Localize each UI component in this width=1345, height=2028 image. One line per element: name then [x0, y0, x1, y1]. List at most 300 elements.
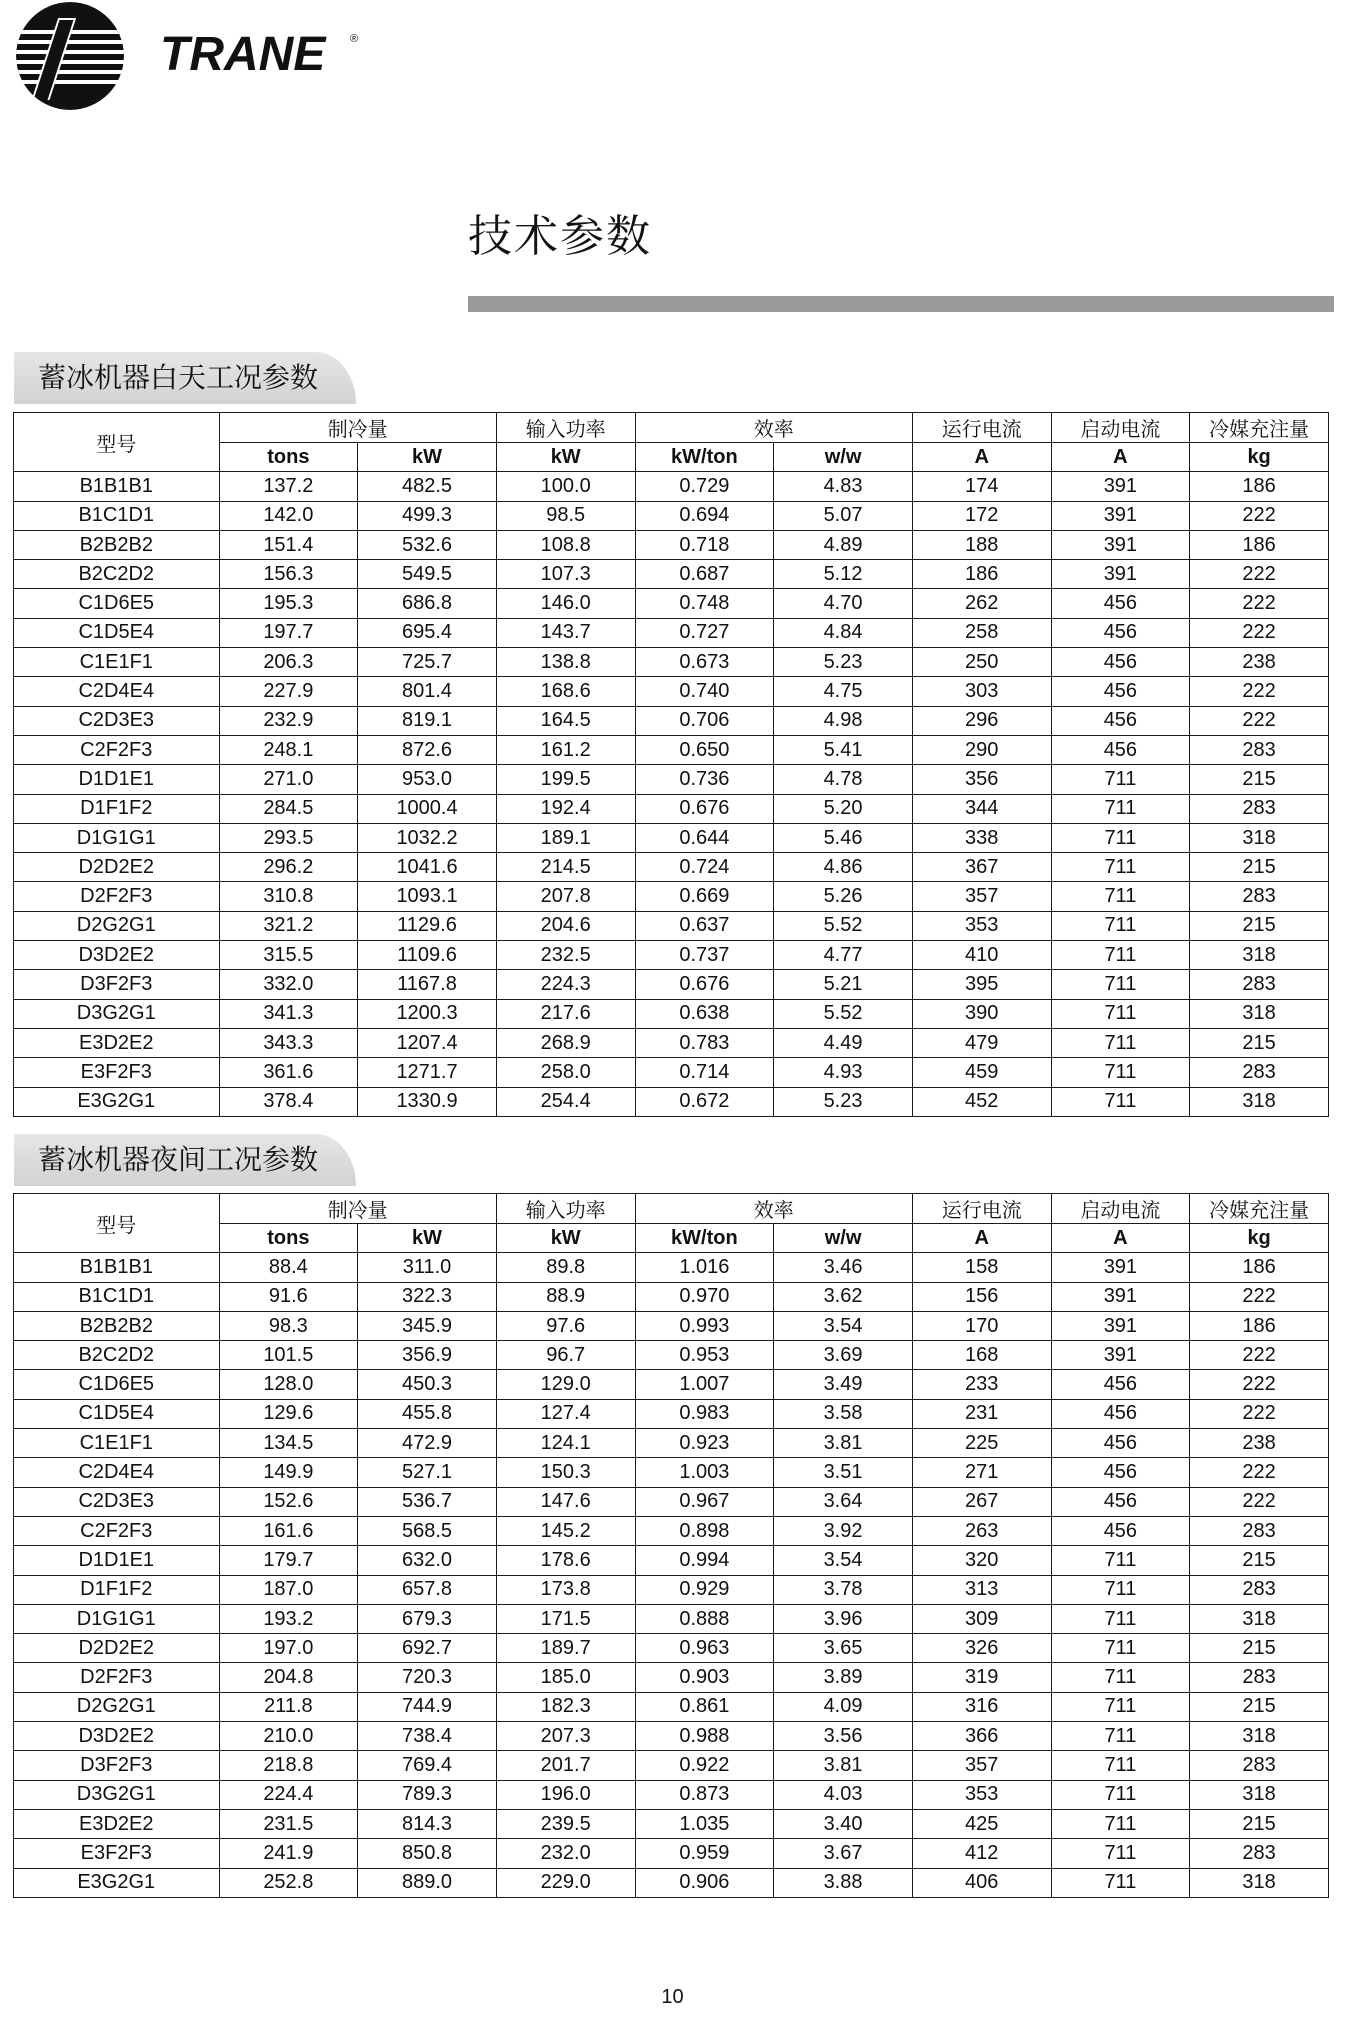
- value-cell: 222: [1190, 1282, 1329, 1311]
- value-cell: 283: [1190, 735, 1329, 764]
- value-cell: 472.9: [358, 1429, 497, 1458]
- table-row: [14, 1253, 1329, 1282]
- unit-header: kW/ton: [635, 1224, 774, 1253]
- value-cell: 222: [1190, 677, 1329, 706]
- value-cell: 769.4: [358, 1751, 497, 1780]
- model-cell: C1D5E4: [14, 618, 220, 647]
- unit-header: kg: [1190, 1224, 1329, 1253]
- value-cell: 1.016: [635, 1253, 774, 1282]
- page-number: 10: [661, 1986, 684, 2008]
- value-cell: 1129.6: [358, 911, 497, 940]
- value-cell: 657.8: [358, 1575, 497, 1604]
- value-cell: 4.09: [774, 1692, 913, 1721]
- value-cell: 1041.6: [358, 853, 497, 882]
- value-cell: 3.89: [774, 1663, 913, 1692]
- model-cell: E3G2G1: [14, 1868, 220, 1897]
- table-row: [14, 823, 1329, 852]
- unit-header: A: [912, 1224, 1051, 1253]
- model-cell: C1D5E4: [14, 1399, 220, 1428]
- value-cell: 108.8: [496, 530, 635, 559]
- value-cell: 0.740: [635, 677, 774, 706]
- table-row: [14, 1487, 1329, 1516]
- value-cell: 711: [1051, 823, 1190, 852]
- value-cell: 3.62: [774, 1282, 913, 1311]
- value-cell: 3.56: [774, 1722, 913, 1751]
- value-cell: 953.0: [358, 765, 497, 794]
- model-cell: D1G1G1: [14, 1604, 220, 1633]
- value-cell: 4.03: [774, 1780, 913, 1809]
- model-cell: E3D2E2: [14, 1028, 220, 1057]
- value-cell: 357: [912, 882, 1051, 911]
- value-cell: 391: [1051, 1253, 1190, 1282]
- header-cooling: 制冷量: [219, 413, 496, 443]
- value-cell: 5.41: [774, 735, 913, 764]
- value-cell: 0.669: [635, 882, 774, 911]
- value-cell: 1000.4: [358, 794, 497, 823]
- value-cell: 0.706: [635, 706, 774, 735]
- table-row: [14, 1458, 1329, 1487]
- value-cell: 4.70: [774, 589, 913, 618]
- value-cell: 320: [912, 1546, 1051, 1575]
- model-cell: C1D6E5: [14, 1370, 220, 1399]
- value-cell: 303: [912, 677, 1051, 706]
- header-run-current: 运行电流: [912, 1194, 1051, 1224]
- value-cell: 232.9: [219, 706, 358, 735]
- model-cell: E3G2G1: [14, 1087, 220, 1116]
- value-cell: 187.0: [219, 1575, 358, 1604]
- value-cell: 5.26: [774, 882, 913, 911]
- value-cell: 206.3: [219, 648, 358, 677]
- unit-header: kW: [496, 443, 635, 472]
- value-cell: 725.7: [358, 648, 497, 677]
- value-cell: 172: [912, 501, 1051, 530]
- value-cell: 345.9: [358, 1311, 497, 1340]
- value-cell: 4.93: [774, 1058, 913, 1087]
- value-cell: 1200.3: [358, 999, 497, 1028]
- table-body-night: [14, 1253, 1329, 1898]
- model-cell: D1G1G1: [14, 823, 220, 852]
- value-cell: 232.5: [496, 941, 635, 970]
- model-cell: D3D2E2: [14, 941, 220, 970]
- value-cell: 3.65: [774, 1634, 913, 1663]
- model-cell: C2F2F3: [14, 735, 220, 764]
- table-row: [14, 648, 1329, 677]
- value-cell: 0.994: [635, 1546, 774, 1575]
- value-cell: 4.78: [774, 765, 913, 794]
- value-cell: 0.694: [635, 501, 774, 530]
- value-cell: 158: [912, 1253, 1051, 1282]
- value-cell: 452: [912, 1087, 1051, 1116]
- value-cell: 378.4: [219, 1087, 358, 1116]
- header-run-current: 运行电流: [912, 413, 1051, 443]
- value-cell: 179.7: [219, 1546, 358, 1575]
- value-cell: 215: [1190, 1809, 1329, 1838]
- value-cell: 632.0: [358, 1546, 497, 1575]
- model-cell: C2D3E3: [14, 1487, 220, 1516]
- model-cell: D2D2E2: [14, 1634, 220, 1663]
- unit-header: A: [1051, 443, 1190, 472]
- unit-header: tons: [219, 1224, 358, 1253]
- table-row: [14, 1839, 1329, 1868]
- value-cell: 456: [1051, 618, 1190, 647]
- model-cell: C2D4E4: [14, 1458, 220, 1487]
- value-cell: 5.20: [774, 794, 913, 823]
- value-cell: 262: [912, 589, 1051, 618]
- value-cell: 207.8: [496, 882, 635, 911]
- value-cell: 0.650: [635, 735, 774, 764]
- table-row: [14, 941, 1329, 970]
- value-cell: 222: [1190, 589, 1329, 618]
- value-cell: 283: [1190, 1751, 1329, 1780]
- value-cell: 456: [1051, 589, 1190, 618]
- value-cell: 316: [912, 1692, 1051, 1721]
- value-cell: 231: [912, 1399, 1051, 1428]
- value-cell: 267: [912, 1487, 1051, 1516]
- value-cell: 214.5: [496, 853, 635, 882]
- value-cell: 353: [912, 1780, 1051, 1809]
- value-cell: 366: [912, 1722, 1051, 1751]
- value-cell: 283: [1190, 1663, 1329, 1692]
- value-cell: 391: [1051, 530, 1190, 559]
- value-cell: 127.4: [496, 1399, 635, 1428]
- value-cell: 283: [1190, 1575, 1329, 1604]
- value-cell: 0.993: [635, 1311, 774, 1340]
- value-cell: 0.923: [635, 1429, 774, 1458]
- value-cell: 0.888: [635, 1604, 774, 1633]
- spec-table-day: [13, 412, 1329, 1117]
- table-row: [14, 765, 1329, 794]
- value-cell: 711: [1051, 1868, 1190, 1897]
- value-cell: 456: [1051, 1458, 1190, 1487]
- value-cell: 161.6: [219, 1516, 358, 1545]
- header-efficiency: 效率: [635, 1194, 912, 1224]
- value-cell: 0.673: [635, 648, 774, 677]
- unit-header: kW/ton: [635, 443, 774, 472]
- value-cell: 343.3: [219, 1028, 358, 1057]
- value-cell: 283: [1190, 794, 1329, 823]
- table-row: [14, 1722, 1329, 1751]
- value-cell: 224.3: [496, 970, 635, 999]
- value-cell: 296.2: [219, 853, 358, 882]
- value-cell: 456: [1051, 1399, 1190, 1428]
- value-cell: 3.69: [774, 1341, 913, 1370]
- value-cell: 4.75: [774, 677, 913, 706]
- value-cell: 499.3: [358, 501, 497, 530]
- value-cell: 145.2: [496, 1516, 635, 1545]
- value-cell: 186: [1190, 530, 1329, 559]
- value-cell: 151.4: [219, 530, 358, 559]
- value-cell: 711: [1051, 941, 1190, 970]
- value-cell: 390: [912, 999, 1051, 1028]
- value-cell: 1093.1: [358, 882, 497, 911]
- value-cell: 146.0: [496, 589, 635, 618]
- unit-header: tons: [219, 443, 358, 472]
- title-divider-bar: [468, 296, 1334, 312]
- value-cell: 196.0: [496, 1780, 635, 1809]
- table-row: [14, 706, 1329, 735]
- model-cell: D3G2G1: [14, 1780, 220, 1809]
- value-cell: 711: [1051, 1604, 1190, 1633]
- value-cell: 318: [1190, 1780, 1329, 1809]
- value-cell: 0.988: [635, 1722, 774, 1751]
- value-cell: 222: [1190, 1458, 1329, 1487]
- value-cell: 178.6: [496, 1546, 635, 1575]
- table-row: [14, 1868, 1329, 1897]
- model-cell: E3D2E2: [14, 1809, 220, 1838]
- value-cell: 711: [1051, 911, 1190, 940]
- value-cell: 315.5: [219, 941, 358, 970]
- table-row: [14, 1087, 1329, 1116]
- value-cell: 0.736: [635, 765, 774, 794]
- value-cell: 0.672: [635, 1087, 774, 1116]
- value-cell: 147.6: [496, 1487, 635, 1516]
- value-cell: 283: [1190, 970, 1329, 999]
- table-row: [14, 970, 1329, 999]
- trane-logo: [12, 0, 372, 115]
- value-cell: 164.5: [496, 706, 635, 735]
- value-cell: 0.727: [635, 618, 774, 647]
- table-row: [14, 618, 1329, 647]
- spec-table-night: [13, 1193, 1329, 1898]
- table-row: [14, 1692, 1329, 1721]
- value-cell: 311.0: [358, 1253, 497, 1282]
- value-cell: 188: [912, 530, 1051, 559]
- value-cell: 258: [912, 618, 1051, 647]
- value-cell: 149.9: [219, 1458, 358, 1487]
- value-cell: 341.3: [219, 999, 358, 1028]
- value-cell: 1330.9: [358, 1087, 497, 1116]
- value-cell: 3.46: [774, 1253, 913, 1282]
- value-cell: 156: [912, 1282, 1051, 1311]
- value-cell: 318: [1190, 1722, 1329, 1751]
- value-cell: 3.49: [774, 1370, 913, 1399]
- value-cell: 850.8: [358, 1839, 497, 1868]
- unit-header: kW: [358, 443, 497, 472]
- value-cell: 5.52: [774, 911, 913, 940]
- value-cell: 5.46: [774, 823, 913, 852]
- value-cell: 1032.2: [358, 823, 497, 852]
- value-cell: 186: [1190, 1253, 1329, 1282]
- value-cell: 98.3: [219, 1311, 358, 1340]
- value-cell: 456: [1051, 1429, 1190, 1458]
- value-cell: 168.6: [496, 677, 635, 706]
- model-cell: D2D2E2: [14, 853, 220, 882]
- value-cell: 142.0: [219, 501, 358, 530]
- value-cell: 231.5: [219, 1809, 358, 1838]
- value-cell: 3.78: [774, 1575, 913, 1604]
- value-cell: 3.58: [774, 1399, 913, 1428]
- value-cell: 283: [1190, 1839, 1329, 1868]
- value-cell: 549.5: [358, 560, 497, 589]
- value-cell: 143.7: [496, 618, 635, 647]
- value-cell: 168: [912, 1341, 1051, 1370]
- value-cell: 0.783: [635, 1028, 774, 1057]
- model-cell: B2B2B2: [14, 530, 220, 559]
- value-cell: 258.0: [496, 1058, 635, 1087]
- value-cell: 195.3: [219, 589, 358, 618]
- value-cell: 3.54: [774, 1311, 913, 1340]
- table-row: [14, 794, 1329, 823]
- table-row: [14, 1780, 1329, 1809]
- model-cell: D1D1E1: [14, 1546, 220, 1575]
- value-cell: 137.2: [219, 472, 358, 501]
- value-cell: 107.3: [496, 560, 635, 589]
- value-cell: 872.6: [358, 735, 497, 764]
- svg-text:®: ®: [350, 33, 359, 45]
- value-cell: 0.637: [635, 911, 774, 940]
- table-row: [14, 1399, 1329, 1428]
- value-cell: 0.737: [635, 941, 774, 970]
- table-row: [14, 911, 1329, 940]
- value-cell: 738.4: [358, 1722, 497, 1751]
- value-cell: 353: [912, 911, 1051, 940]
- header-start-current: 启动电流: [1051, 413, 1190, 443]
- value-cell: 3.81: [774, 1429, 913, 1458]
- table-body-day: [14, 472, 1329, 1117]
- value-cell: 1271.7: [358, 1058, 497, 1087]
- value-cell: 201.7: [496, 1751, 635, 1780]
- value-cell: 222: [1190, 706, 1329, 735]
- value-cell: 319: [912, 1663, 1051, 1692]
- value-cell: 5.23: [774, 648, 913, 677]
- unit-header: kW: [496, 1224, 635, 1253]
- value-cell: 4.98: [774, 706, 913, 735]
- header-start-current: 启动电流: [1051, 1194, 1190, 1224]
- value-cell: 711: [1051, 1663, 1190, 1692]
- table-row: [14, 530, 1329, 559]
- model-cell: C2D3E3: [14, 706, 220, 735]
- model-cell: D3F2F3: [14, 970, 220, 999]
- value-cell: 456: [1051, 735, 1190, 764]
- value-cell: 3.81: [774, 1751, 913, 1780]
- value-cell: 0.676: [635, 794, 774, 823]
- model-cell: B2B2B2: [14, 1311, 220, 1340]
- value-cell: 91.6: [219, 1282, 358, 1311]
- value-cell: 215: [1190, 1546, 1329, 1575]
- value-cell: 222: [1190, 1341, 1329, 1370]
- value-cell: 0.718: [635, 530, 774, 559]
- value-cell: 222: [1190, 618, 1329, 647]
- value-cell: 98.5: [496, 501, 635, 530]
- model-cell: B1C1D1: [14, 1282, 220, 1311]
- table-row: [14, 1370, 1329, 1399]
- table-row: [14, 1311, 1329, 1340]
- value-cell: 252.8: [219, 1868, 358, 1897]
- value-cell: 156.3: [219, 560, 358, 589]
- value-cell: 215: [1190, 1692, 1329, 1721]
- value-cell: 222: [1190, 1370, 1329, 1399]
- value-cell: 0.676: [635, 970, 774, 999]
- value-cell: 3.88: [774, 1868, 913, 1897]
- value-cell: 0.967: [635, 1487, 774, 1516]
- value-cell: 0.638: [635, 999, 774, 1028]
- table-row: [14, 1604, 1329, 1633]
- header-power: 输入功率: [496, 1194, 635, 1224]
- value-cell: 296: [912, 706, 1051, 735]
- value-cell: 692.7: [358, 1634, 497, 1663]
- value-cell: 711: [1051, 1751, 1190, 1780]
- value-cell: 204.8: [219, 1663, 358, 1692]
- value-cell: 161.2: [496, 735, 635, 764]
- value-cell: 0.687: [635, 560, 774, 589]
- value-cell: 326: [912, 1634, 1051, 1663]
- value-cell: 391: [1051, 1282, 1190, 1311]
- value-cell: 0.929: [635, 1575, 774, 1604]
- unit-header: w/w: [774, 443, 913, 472]
- value-cell: 711: [1051, 1692, 1190, 1721]
- value-cell: 217.6: [496, 999, 635, 1028]
- value-cell: 193.2: [219, 1604, 358, 1633]
- model-cell: D2F2F3: [14, 882, 220, 911]
- value-cell: 711: [1051, 1546, 1190, 1575]
- value-cell: 456: [1051, 648, 1190, 677]
- value-cell: 391: [1051, 1311, 1190, 1340]
- value-cell: 814.3: [358, 1809, 497, 1838]
- table-row: [14, 735, 1329, 764]
- model-cell: B1B1B1: [14, 1253, 220, 1282]
- value-cell: 322.3: [358, 1282, 497, 1311]
- value-cell: 0.906: [635, 1868, 774, 1897]
- value-cell: 456: [1051, 1487, 1190, 1516]
- unit-header: kW: [358, 1224, 497, 1253]
- model-cell: D2F2F3: [14, 1663, 220, 1692]
- header-efficiency: 效率: [635, 413, 912, 443]
- value-cell: 189.1: [496, 823, 635, 852]
- value-cell: 391: [1051, 472, 1190, 501]
- value-cell: 711: [1051, 1087, 1190, 1116]
- value-cell: 455.8: [358, 1399, 497, 1428]
- value-cell: 173.8: [496, 1575, 635, 1604]
- model-cell: D1D1E1: [14, 765, 220, 794]
- value-cell: 482.5: [358, 472, 497, 501]
- value-cell: 744.9: [358, 1692, 497, 1721]
- model-cell: E3F2F3: [14, 1058, 220, 1087]
- table-row: [14, 1429, 1329, 1458]
- value-cell: 0.963: [635, 1634, 774, 1663]
- value-cell: 1109.6: [358, 941, 497, 970]
- value-cell: 283: [1190, 1058, 1329, 1087]
- value-cell: 0.922: [635, 1751, 774, 1780]
- value-cell: 170: [912, 1311, 1051, 1340]
- value-cell: 4.84: [774, 618, 913, 647]
- table-row: [14, 589, 1329, 618]
- value-cell: 232.0: [496, 1839, 635, 1868]
- model-cell: D1F1F2: [14, 794, 220, 823]
- value-cell: 182.3: [496, 1692, 635, 1721]
- value-cell: 174: [912, 472, 1051, 501]
- value-cell: 318: [1190, 1604, 1329, 1633]
- value-cell: 222: [1190, 560, 1329, 589]
- value-cell: 0.748: [635, 589, 774, 618]
- value-cell: 391: [1051, 501, 1190, 530]
- value-cell: 3.64: [774, 1487, 913, 1516]
- model-cell: D1F1F2: [14, 1575, 220, 1604]
- unit-header: w/w: [774, 1224, 913, 1253]
- table-row: [14, 1634, 1329, 1663]
- value-cell: 283: [1190, 882, 1329, 911]
- table-row: [14, 1751, 1329, 1780]
- model-cell: C1D6E5: [14, 589, 220, 618]
- table-row: [14, 1341, 1329, 1370]
- value-cell: 3.40: [774, 1809, 913, 1838]
- value-cell: 318: [1190, 999, 1329, 1028]
- value-cell: 0.983: [635, 1399, 774, 1428]
- value-cell: 711: [1051, 999, 1190, 1028]
- value-cell: 222: [1190, 501, 1329, 530]
- value-cell: 309: [912, 1604, 1051, 1633]
- value-cell: 711: [1051, 794, 1190, 823]
- value-cell: 218.8: [219, 1751, 358, 1780]
